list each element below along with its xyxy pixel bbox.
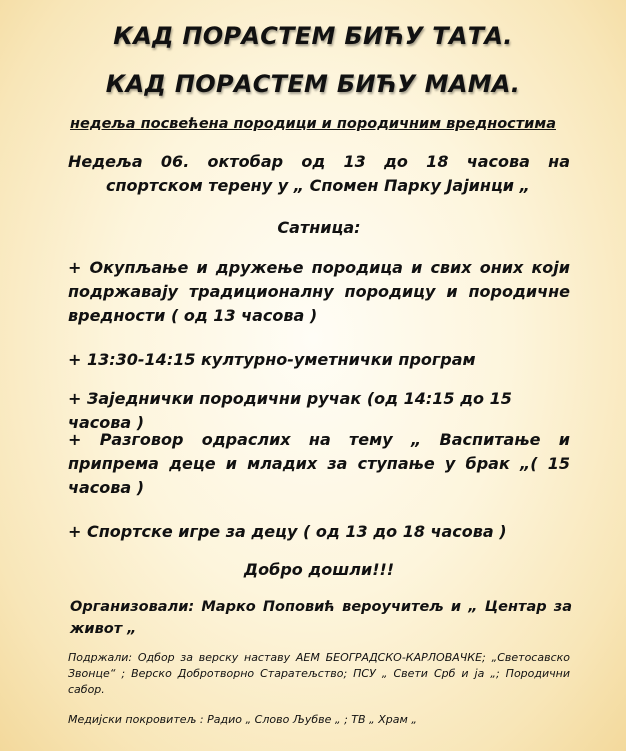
media-sponsor: Медијски покровитељ : Радио „ Слово Љубве „ ; ТВ „ Храм „: [68, 713, 417, 726]
schedule-heading: Сатница:: [277, 218, 361, 237]
title-line-1: КАД ПОРАСТЕМ БИЋУ ТАТА.: [113, 22, 513, 50]
schedule-item-1: + Окупљање и дружење породица и свих оних који подржавају традиционалну породицу и породичне вредности ( од 13 часова ): [68, 258, 570, 325]
schedule-item-3: + Заједнички породични ручак (од 14:15 до 15 часова ): [68, 389, 512, 432]
subtitle: недеља посвећена породици и породичним вредностима: [70, 116, 556, 132]
date-line-1: Недеља 06. октобар од 13 до 18 часова на: [68, 152, 570, 171]
schedule-item-5: + Спортске игре за децу ( од 13 до 18 часова ): [68, 522, 507, 541]
schedule-item-4: + Разговор одраслих на тему „ Васпитање и припрема деце и младих за ступање у брак „( 15 часова ): [68, 430, 570, 497]
schedule-item-2: + 13:30-14:15 културно-уметнички програм: [68, 350, 476, 369]
organizers: Организовали: Марко Поповић вероучитељ и „ Центар за живот „: [70, 599, 572, 637]
title-line-2: КАД ПОРАСТЕМ БИЋУ МАМА.: [105, 70, 521, 98]
welcome: Добро дошли!!!: [243, 560, 395, 579]
date-line-2: спортском терену у „ Спомен Парку Јајинци „: [106, 176, 530, 195]
supporters: Подржали: Одбор за верску наставу АЕМ БЕОГРАДСКО-КАРЛОВАЧКЕ; „Светосавско Звонце“ ; Верско Добротворно Старатељство; ПСУ „ Свети Срб и ја „; Породични сабор.: [68, 651, 570, 696]
date-location: [68, 150, 570, 198]
